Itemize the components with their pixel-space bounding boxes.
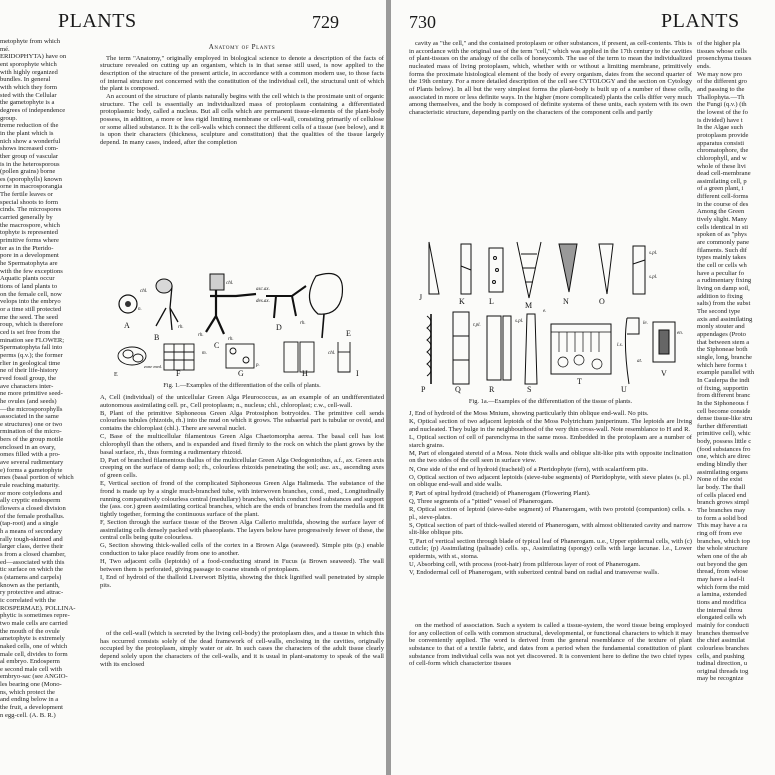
figure-label: N	[563, 297, 569, 306]
fragment-line: protoplasm provide	[697, 131, 749, 139]
fragment-line: in the course of des	[697, 200, 749, 208]
fragment-line: types mainly takes	[697, 254, 747, 262]
figure-description: D, Part of branched filamentous thallus of the multicellular Green Alga Oedogoniothus, a.f., ax. Green axis creeping on the surface of damp soil; rh., colourless rhizoids penetrating the soil; asc. ax., ascending axes of green cells.	[100, 456, 384, 480]
fragment-line: sted with the Cellular	[0, 91, 57, 99]
fragment-line: roup, which is therefore	[0, 321, 63, 329]
fragment-line: the macrospore, which	[0, 221, 60, 229]
fragment-line: mé.	[0, 45, 10, 53]
fragment-line: e structures) one or two	[0, 420, 63, 428]
figure-description: V, Endodermal cell of Phanerogam, with suberized central band on radial and transverse walls.	[409, 569, 659, 577]
fragment-line: rmination of the micro-	[0, 428, 62, 436]
fragment-line: omes filled with a pro-	[0, 451, 61, 459]
figure-description: U, Absorbing cell, with process (root-hair) from piliferous layer of root of Phanerogam.	[409, 560, 641, 568]
figure-label: s.pl.	[649, 251, 658, 256]
fragment-line: treme reduction of the	[0, 122, 59, 130]
fragment-line: apparatus consisti	[697, 139, 745, 147]
fragment-line: nich show a wonderful	[0, 137, 61, 145]
fragment-line: The branches may	[697, 507, 746, 515]
figure-label: n.	[138, 307, 142, 312]
fragment-line: are commonly pane	[697, 239, 749, 247]
fragment-line: Spermatophyta fall into	[0, 344, 63, 352]
left-bottom-column	[100, 630, 384, 772]
left-fragment-column	[0, 38, 95, 771]
paragraph: of the cell-wall (which is secreted by the living cell-body) the protoplasm dies, and a tissue in which this has occurred consists solely of the dead framework of cell-walls, enclosing in the cavities, originally occupied by the protoplasm, simply water or air. In such cases the characters of the adult tissue clearly depend solely upon the characters of the cell-walls, and it is usual in plant-anatomy to speak of the wall with its enclosed	[100, 630, 384, 668]
fragment-line: mainly for conducti	[697, 621, 750, 629]
fragment-line: e second male cell with	[0, 665, 62, 673]
fragment-line: from different branc	[697, 392, 751, 400]
figure-label: rh.	[178, 325, 184, 330]
fragment-line: cells identical in sti	[697, 223, 749, 231]
fragment-line: primitive cell), whic	[697, 430, 751, 438]
fragment-line: rved fossil group, the	[0, 374, 57, 382]
fragment-line: al embryo. Endosperm	[0, 658, 60, 666]
left-figure-descriptions	[100, 394, 384, 628]
fragment-line: the whole structure	[697, 545, 748, 553]
figure-description: G, Section showing thick-walled cells of the cortex in a Brown Alga (seaweed). Simple pits (p.) enable conduction to take place readily from one to another.	[100, 542, 384, 558]
figure-1a	[417, 234, 685, 394]
fragment-line: ne more primitive seed-	[0, 390, 63, 398]
right-page	[391, 0, 775, 775]
fragment-line: ends.	[697, 62, 711, 70]
fragment-line: s from a closed chamber,	[0, 550, 66, 558]
right-running-head: PLANTS	[661, 10, 740, 32]
figure-description: H, Two adjacent cells (leptoids) of a food-conducting strand in Fucus (a Brown seaweed). The wall between them is perforated, giving passage to coarse strands of protoplasm.	[100, 558, 384, 573]
figure-label: chl.	[140, 289, 148, 294]
right-figure-descriptions	[409, 410, 692, 618]
fragment-line: the Siphoneae both	[697, 346, 748, 354]
figure-label: F	[176, 369, 181, 378]
fragment-line: which here forms t	[697, 361, 747, 369]
fragment-line: tudinal direction, u	[697, 660, 747, 668]
fragment-line: rule reaching maturity.	[0, 482, 60, 490]
figure-label: S	[527, 385, 532, 394]
fragment-line: he Spermatophyta are	[0, 260, 58, 268]
fragment-line: ally cryptic endosperm	[0, 497, 61, 505]
right-page-number: 730	[409, 12, 436, 32]
figure-label: e.	[543, 309, 547, 314]
fragment-line: carried generally by	[0, 214, 53, 222]
fragment-line: naked cells, one of which	[0, 642, 68, 650]
fragment-line: chromatophore, the	[697, 147, 749, 155]
fragment-line: ry protective and attrac-	[0, 589, 64, 597]
figure-1	[106, 256, 376, 378]
fragment-line: ced is set free from the	[0, 328, 61, 336]
fragment-line: which form the mid	[697, 583, 750, 591]
figure-label: Q	[455, 385, 461, 394]
fragment-line: with highly organized	[0, 68, 58, 76]
figure-1-illustration	[106, 256, 376, 378]
figure-description: Q, Three segments of a "pitted" vessel of Phanerogam.	[409, 497, 554, 505]
fragment-line: orne in macrosporangia	[0, 183, 63, 191]
fragment-line: one, which are direc	[697, 453, 751, 461]
paragraph: The term "Anatomy," originally employed in biological science to denote a description of the facts of structure revealed on cutting up an organism, which is in that sense still used, is now applied to the description of the structure of the present article, in accordance with a common modern use, to those facts of internal structure not concerned with the constitution of the individual cell, the structural unit of which the plant is composed.	[100, 54, 384, 93]
right-fragment-column	[697, 40, 775, 773]
fragment-line: cell become conside	[697, 407, 751, 415]
fragment-line: to form a solid bod	[697, 514, 748, 522]
figure-label: m.	[202, 351, 207, 356]
fragment-line: es (sporophylls) known	[0, 175, 62, 183]
figure-label: K	[459, 297, 465, 306]
fragment-line: Aquatic plants occur	[0, 275, 55, 283]
figure-label: rh.	[198, 333, 204, 338]
left-main-text	[100, 55, 384, 147]
fragment-line: original threads tog	[697, 667, 749, 675]
fragment-line: is divided) have t	[697, 116, 743, 124]
fragment-line: We may now pro	[697, 70, 743, 78]
figure-1-caption: Fig. 1.—Examples of the differentiation of the cells of plants.	[163, 382, 321, 389]
fragment-line: tively slight. Many	[697, 216, 748, 224]
figure-description: T, Part of vertical section through blade of typical leaf of Phanerogam. u.e., Upper epidermal cells, with (c) cuticle; (p) Assimilating (palisade) cells. sp., Assimilating (spongy) cells with large lacunae. l.e., Lower epidermis, with st., stoma.	[409, 537, 692, 560]
figure-label: B	[154, 333, 160, 342]
fragment-line: cinds. The microspores	[0, 206, 62, 214]
fragment-line: mes (basal portion of which	[0, 474, 74, 482]
fragment-line: the chief assimilat	[697, 637, 745, 645]
fragment-line: rlier in geological time	[0, 359, 61, 367]
figure-label: A	[124, 321, 130, 330]
paragraph: An account of the structure of plants naturally begins with the cell which is the proximate unit of organic structure. The cell is essentially an individualized mass of protoplasm containing a differentiated protoplasmic body, called a nucleus. But all cells which are permanent tissue-elements of the plant-body possess, in addition, a more or less rigid limiting membrane or cell-wall, consisting primarily of cellulose or some allied substance. It is the cell-walls which connect the different cells of a tissue (see below), and it is upon their characters (thickness, sculpture and constitution) that the qualities of the tissue largely depend. In many cases, indeed, after the completion	[100, 92, 384, 146]
fragment-line: thread, from whose	[697, 568, 749, 576]
figure-label: E	[346, 329, 351, 338]
figure-label: zone med.	[144, 364, 162, 369]
fragment-line: salts) from the subst	[697, 300, 751, 308]
fragment-line: the mouth of the ovule	[0, 627, 60, 635]
figure-label: O	[599, 297, 605, 306]
figure-label: des.ax.	[256, 299, 270, 304]
fragment-line: further differentiati	[697, 422, 748, 430]
figure-description: E, Vertical section of frond of the complicated Siphoneous Green Alga Halimeda. The substance of the frond is made up by a single much-branched tube, with interwoven branches, cond., med., Longitudinally running comparatively colourless central (medullary) branches, which conduct food substances and support the (ass. cor.) green assimilating cortical branches, which are the ends of branches from the medulla and fit tightly together, forming the continuous surface of the plant.	[100, 480, 384, 518]
figure-1a-illustration	[417, 234, 685, 394]
figure-label: l.s.	[617, 343, 623, 348]
fragment-line: may have a leaf-li	[697, 575, 745, 583]
fragment-line: or more cotyledons and	[0, 489, 63, 497]
fragment-line: is in the heterosporous	[0, 160, 60, 168]
fragment-line: a rudimentary fixing	[697, 277, 752, 285]
fragment-line: larger class, derive their	[0, 543, 64, 551]
fragment-line: body, possess little c	[697, 438, 752, 446]
fragment-line: enclosed in an ovary,	[0, 443, 56, 451]
fragment-line: e) forms a gametophyte	[0, 466, 63, 474]
fragment-line: the Fungi (q.v.) (th	[697, 101, 747, 109]
left-running-head: PLANTS	[58, 10, 137, 32]
fragment-line: les bearing one (Mono-	[0, 681, 62, 689]
fragment-line: whole of these livi	[697, 162, 746, 170]
figure-label: s.pl.	[649, 275, 658, 280]
fragment-line: (food substances fro	[697, 445, 751, 453]
fragment-line: different cell-forms	[697, 193, 749, 201]
fragment-line: group.	[0, 114, 18, 122]
fragment-line: branch grows simpl	[697, 499, 750, 507]
figure-description: N, One side of the end of hydroid (tracheid) of a Pteridophyte (fern), with scalariform pits.	[409, 465, 649, 473]
figure-description: K, Optical section of two adjacent leptoids of the Moss Polytrichum juniperinum. The leptoids are living and nucleated. They bulge in the neighbourhood of the very thin cross-wall. Note resemblance to H and R.	[409, 418, 692, 433]
fragment-line: of the different gro	[697, 78, 747, 86]
figure-label: U	[621, 385, 627, 394]
fragment-line: filaments. Such dif	[697, 246, 747, 254]
fragment-line: bers of the group motile	[0, 436, 64, 444]
fragment-line: —the microsporophylls	[0, 405, 63, 413]
figure-label: rh.	[300, 321, 306, 326]
figure-label: H	[302, 369, 308, 378]
fragment-line: tions of land plants to	[0, 283, 58, 290]
paragraph: cavity as "the cell," and the contained protoplasm or other substances, if present, as cell-contents. This is in accordance with the original use of the term "cell," which was applied in the 17th century to the cavities of plant-tissues on the analogy of the cells of honeycomb. The use of the term to mean the individualized nucleated mass of living protoplasm, which, whether with or without a limiting membrane, primitively forms the proximate histological element of the body of every organism, dates from the second quarter of the 19th century. For a more detailed description of the cell see CYTOLOGY and the section on Cytology of Plants below). In all but the very simplest forms the plant-body is built up of a number of these cells, associated in more or less definite ways. In the higher (more complicated) plants the cells differ very much among themselves, and the body is composed of definite systems of these units, each system with its own characteristic structure, depending partly on the characters of the component cells and partly	[409, 40, 692, 116]
fragment-line: ROSPERMAE). POLLINA-	[0, 604, 76, 612]
figure-label: le.	[643, 321, 648, 326]
fragment-line: tic surface on which the	[0, 566, 63, 574]
fragment-line: the internal throu	[697, 606, 743, 614]
fragment-line: phytic is sometimes repre-	[0, 612, 70, 620]
figure-label: at.	[637, 359, 643, 364]
fragment-line: with which they form	[0, 83, 57, 91]
figure-label: E	[114, 372, 118, 378]
fragment-line: velops into the embryo	[0, 298, 61, 306]
fragment-line: degrees of independence	[0, 106, 66, 114]
fragment-line: pore in a development	[0, 252, 59, 260]
figure-description: A, Cell (individual) of the unicellular Green Alga Pleurococcus, as an example of an undifferentiated autonomous assimilating cell. pr., Cell protoplasm; n., nucleus; chl., chloroplast; c.w., cell-wall.	[100, 394, 384, 409]
figure-label: G	[238, 369, 244, 378]
fragment-line: monly stouter and	[697, 323, 745, 331]
figure-description: L, Optical section of cell of parenchyma in the same moss. Embedded in the protoplasm are a number of starch grains.	[409, 433, 692, 449]
fragment-line: ending blindly ther	[697, 461, 748, 469]
fragment-line: addition to fixing	[697, 292, 743, 300]
figure-label: chl.	[226, 281, 234, 286]
fragment-line: the cell or cells wh	[697, 262, 747, 270]
figure-description: S, Optical section of part of thick-walled stereid of Phanerogam, with almost obliterated cavity and narrow slit-like oblique pits.	[409, 521, 692, 537]
fragment-line: and ending below in a	[0, 696, 59, 704]
paragraph: on the method of association. Such a system is called a tissue-system, the word tissue being employed for any collection of cells with common structural, developmental, or functional characters to which it may be conveniently applied. The word is derived from the general resemblance of the texture of plant substance to that of a textile fabric, and dates from a period when the fundamental constitution of plant substance from individual cells was not yet discovered. It is convenient here to define the two chief types of cell-form which characterize tissues	[409, 622, 692, 668]
figure-label: J	[419, 293, 423, 302]
fragment-line: have a peculiar fo	[697, 269, 745, 277]
fragment-line: tophyte is represented	[0, 229, 58, 237]
fragment-line: the lowest of the fo	[697, 108, 748, 116]
fragment-line: metophyte from which	[0, 38, 61, 45]
figure-label: en.	[677, 331, 683, 336]
fragment-line: assimilating organs	[697, 468, 748, 476]
fragment-line: perms (q.v.); the former	[0, 351, 63, 359]
fragment-line: elongated cells wh	[697, 614, 747, 622]
fragment-line: assimilating cell, p	[697, 177, 747, 185]
figure-description: R, Optical section of leptoid (sieve-tube segment) of Phanerogam, with two protoid (companion) cells. s. pl., sieve-plates.	[409, 505, 692, 521]
fragment-line: dead cell-membrane	[697, 170, 751, 178]
fragment-line: single, long, branche	[697, 353, 752, 361]
figure-label: C	[214, 341, 220, 350]
figure-description: J, End of hydroid of the Moss Mnium, showing particularly thin oblique end-wall. No pits.	[409, 410, 649, 417]
figure-description: M, Part of elongated stereid of a Moss. Note thick walls and oblique slit-like pits with opposite inclination on the two sides of the cell seen in surface view.	[409, 449, 692, 465]
fragment-line: Thallophyta.—Th	[697, 93, 745, 101]
fragment-line: ter as in the Pterido-	[0, 244, 54, 252]
fragment-line: special shoots to form	[0, 198, 59, 206]
left-main-column	[100, 44, 384, 254]
fragment-line: ther group of vascular	[0, 152, 59, 160]
figure-label: L	[489, 297, 494, 306]
fragment-line: of fixing, supportin	[697, 384, 749, 392]
fragment-line: chlorophyll, and w	[697, 154, 747, 162]
figure-label: p.	[256, 363, 260, 368]
fragment-line: of the higher pla	[697, 40, 741, 47]
fragment-line: with the few exceptions	[0, 267, 63, 275]
fragment-line: ametophyte is extremely	[0, 635, 65, 643]
fragment-line: and passing to the	[697, 85, 745, 93]
fragment-line: ne of their life-history	[0, 367, 59, 375]
fragment-line: colourless branches	[697, 644, 749, 652]
figure-description: C, Base of the multicellular filamentous Green Alga Chaetomorpha aerea. The basal cell has lost chlorophyll than the others, and is expanded and fixed firmly to the rock on which the plant grows by the basal surface, rh., thus forming a rudimentary rhizoid.	[100, 433, 384, 456]
fragment-line: on the female cell, now	[0, 290, 62, 298]
fragment-line: In Caulerpa the indi	[697, 376, 750, 384]
fragment-line: axis and assimilating	[697, 315, 753, 323]
fragment-line: ent sporophyte which	[0, 60, 57, 68]
fragment-line: branches, which top	[697, 537, 750, 545]
fragment-line: a lamina, extended	[697, 591, 747, 599]
right-bottom-column	[409, 622, 692, 772]
fragment-line: of a green plant, i	[697, 185, 744, 193]
fragment-line: ring off from eve	[697, 530, 743, 537]
fragment-line: mination see FLOWER;	[0, 336, 65, 344]
fragment-line: known as the perianth,	[0, 581, 60, 589]
fragment-line: (tap-root) and a single	[0, 520, 59, 528]
fragment-line: (pollen grains) borne	[0, 168, 56, 176]
figure-label: asc.ax.	[256, 287, 270, 292]
fragment-line: n egg-cell. (A. B. R.)	[0, 711, 56, 719]
fragment-line: that between stem a	[697, 338, 750, 346]
fragment-line: or a time still protected	[0, 305, 62, 313]
fragment-line: rally tough-skinned and	[0, 535, 63, 543]
fragment-line: flowers a closed division	[0, 505, 66, 513]
fragment-line: primitive forms where	[0, 237, 59, 245]
figure-label: V	[661, 369, 667, 378]
fragment-line: may be recognize	[697, 675, 744, 683]
figure-label: D	[276, 323, 282, 332]
section-title: Anatomy of Plants	[208, 44, 276, 51]
figure-label: T	[577, 377, 582, 386]
figure-label: M	[525, 301, 533, 310]
fragment-line: of cells placed end	[697, 491, 747, 499]
fragment-line: h a means of secondary	[0, 528, 62, 535]
fragment-line: the gametophyte is a	[0, 99, 55, 107]
left-page	[0, 0, 386, 775]
fragment-line: dense tissue-like stru	[697, 415, 753, 423]
fragment-line: ave several rudimentary	[0, 459, 64, 467]
fragment-line: None of the exist	[697, 476, 743, 484]
fragment-line: In the Siphoneous f	[697, 399, 749, 407]
fragment-line: s (stamens and carpels)	[0, 573, 62, 581]
fragment-line: lar body. The thall	[697, 484, 746, 492]
figure-label: R	[489, 385, 495, 394]
fragment-line: branches themselve	[697, 629, 749, 637]
figure-label: P	[421, 385, 426, 394]
fragment-line: ed—associated with this	[0, 558, 65, 566]
fragment-line: two male cells are carried	[0, 619, 68, 627]
fragment-line: embryo-sac (see ANGIO-	[0, 673, 68, 681]
figure-description: I, End of hydroid of the thalloid Liverwort Blyttia, showing the thick lignified wall penetrated by simple pits.	[100, 574, 384, 589]
fragment-line: cells, and pushing	[697, 652, 745, 660]
fragment-line: in the plant which is	[0, 129, 54, 137]
fragment-line: he ovules (and seeds)	[0, 397, 57, 405]
figure-1a-caption: Fig. 1a.—Examples of the differentiation of the tissue of plants.	[468, 398, 633, 405]
figure-description: P, Part of spiral hydroid (tracheid) of Phanerogam (Flowering Plant).	[409, 489, 591, 497]
figure-description: O, Optical section of two adjacent leptoids (sieve-tube segments) of Pteridophyte, with sieve plates (s. pl.) on oblique end-wall and side walls.	[409, 473, 692, 489]
fragment-line: tions and modifica	[697, 598, 747, 606]
figure-label: s.pl.	[515, 319, 524, 324]
fragment-line: of the female prothallus.	[0, 512, 65, 520]
fragment-line: bundles. In general	[0, 76, 51, 84]
fragment-line: spoken of as "phys	[697, 231, 747, 239]
figure-description: F, Section through the surface tissue of the Brown Alga Callerio multifida, showing the surface layer of assimilating cells densely packed with phaeoplasts. The layers below have progressively fewer of these, the central cells being quite colourless.	[100, 519, 384, 542]
fragment-line: living on damp soil,	[697, 285, 750, 292]
fragment-line: the fruit, a development	[0, 704, 63, 712]
figure-label: rh.	[228, 337, 234, 342]
fragment-line: prosenchyma tissues	[697, 55, 752, 63]
fragment-line: Among the Green	[697, 208, 745, 216]
fragment-line: me the seed. The seed	[0, 313, 58, 321]
fragment-line: example parallel with	[697, 369, 755, 377]
fragment-line: tissues whose cells	[697, 47, 747, 55]
fragment-line: In the Algae such	[697, 124, 743, 132]
right-main-column	[409, 40, 692, 230]
fragment-line: male cell, divides to form	[0, 650, 68, 658]
figure-label: I	[356, 369, 359, 378]
fragment-line: associated in the same	[0, 413, 59, 421]
fragment-line: ERIDOPHYTA) have on	[0, 53, 67, 61]
fragment-line: ns, which protect the	[0, 688, 55, 696]
figure-description: B, Plant of the primitive Siphoneous Green Alga Protosiphon botryoides. The primitive cell sends colourless tubules (rhizoids, rh.) into the mud on which it grows. The subaerial part is tubular or ovoid, and contains the chloroplast (chl.). There are several nuclei.	[100, 409, 384, 433]
figure-label: r.pl.	[473, 323, 481, 328]
left-page-number: 729	[312, 12, 339, 32]
fragment-line: The second type	[697, 307, 741, 315]
fragment-line: shows increased com-	[0, 145, 59, 153]
fragment-line: This may have a ra	[697, 522, 748, 530]
fragment-line: The fertile leaves or	[0, 191, 53, 199]
fragment-line: when one of the ab	[697, 552, 748, 560]
figure-label: chl.	[328, 351, 336, 356]
fragment-line: ave characters inter-	[0, 382, 54, 390]
fragment-line: out beyond the gen	[697, 560, 748, 568]
fragment-line: ic correlated with the	[0, 596, 56, 604]
fragment-line: appendages (Proto	[697, 330, 746, 338]
